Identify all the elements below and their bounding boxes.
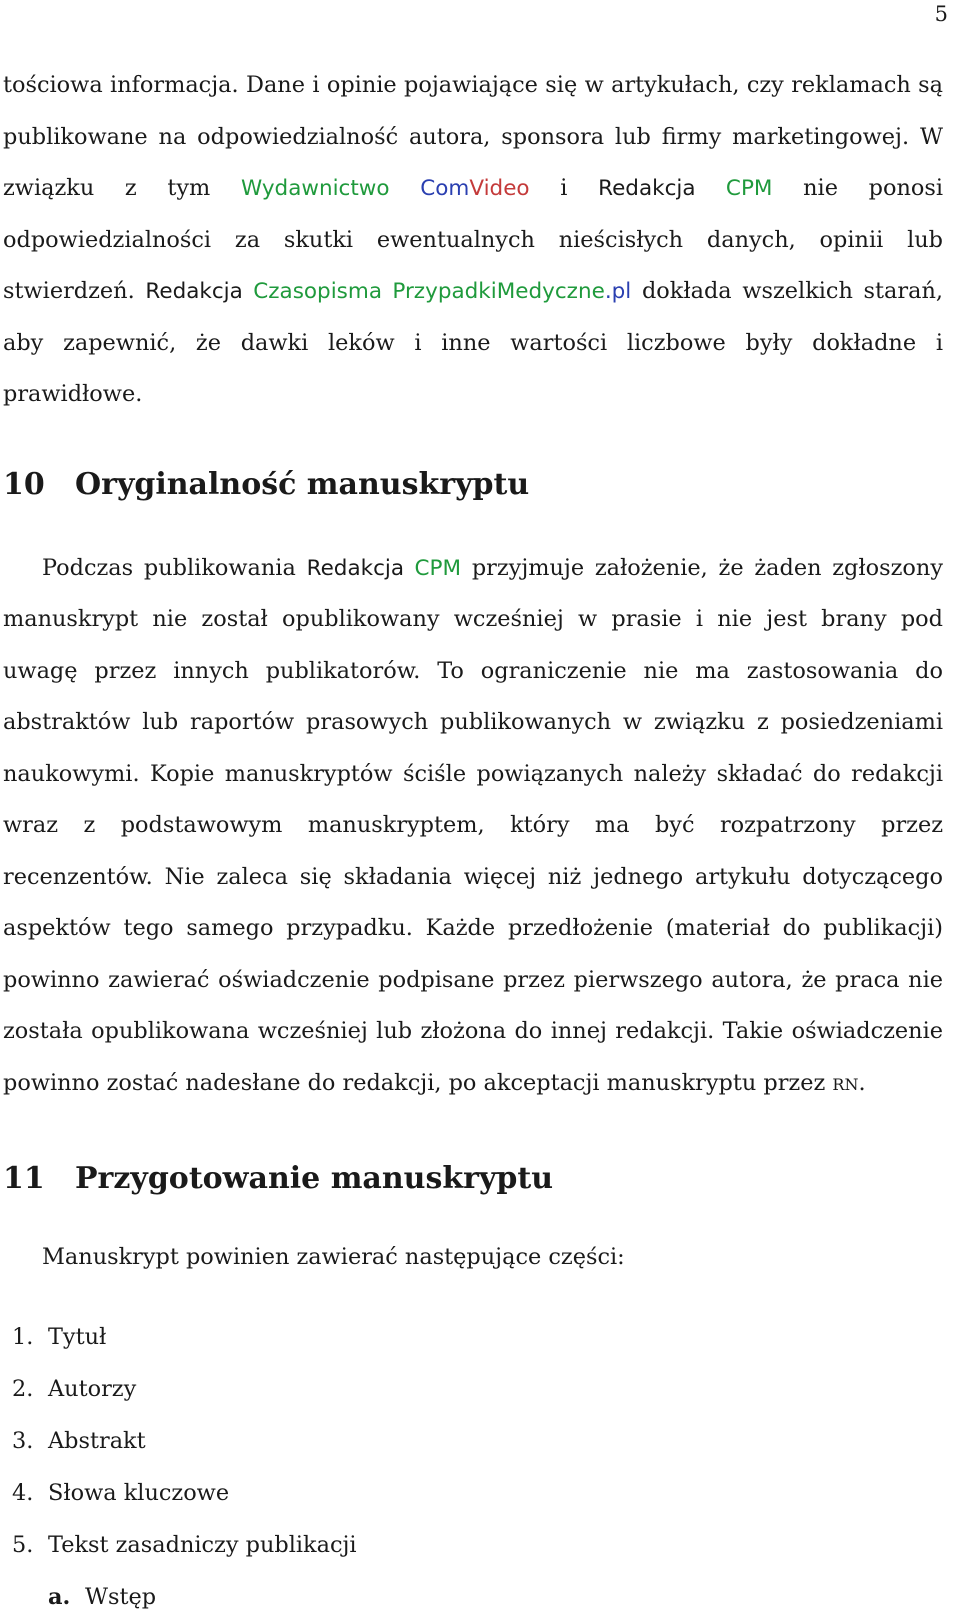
list-item	[3, 1311, 943, 1363]
list-item-text: Tekst zasadniczy publikacji	[48, 1531, 357, 1558]
brand-com: Com	[420, 176, 470, 201]
text-run: i	[529, 175, 599, 201]
list-marker: 2.	[12, 1375, 34, 1402]
paragraph-originality	[3, 543, 943, 1110]
list-item-text: Wstęp	[85, 1583, 157, 1610]
text-run: nie ponosi odpowiedzialności za skutki ewentualnych nieścisłych danych, opinii lub stwierdzeń.	[3, 175, 943, 304]
list-item	[3, 1467, 943, 1519]
list-marker: 5.	[12, 1531, 34, 1558]
section-number: 11	[3, 1161, 45, 1196]
list-marker: a.	[48, 1583, 71, 1610]
list-item	[3, 1519, 943, 1571]
brand-cpm: CPM	[404, 555, 462, 581]
brand-cpm: CPM	[695, 176, 773, 201]
list-marker: 3.	[12, 1427, 34, 1454]
section-title: Oryginalność manuskryptu	[75, 466, 530, 502]
list-item	[3, 1415, 943, 1467]
parts-list	[3, 1311, 943, 1623]
document-body	[3, 60, 943, 1623]
list-item-text: Autorzy	[48, 1375, 137, 1402]
list-marker: 1.	[12, 1323, 34, 1350]
list-item	[3, 1363, 943, 1415]
list-subitem	[3, 1571, 943, 1623]
list-item-text: Słowa kluczowe	[48, 1479, 230, 1506]
text-run: .	[858, 1069, 866, 1096]
brand-wydawnictwo: Wydawnictwo	[240, 176, 390, 201]
brand-redakcja: Redakcja	[598, 176, 696, 201]
section-number: 10	[3, 466, 45, 502]
text-run: Podczas publikowania	[42, 554, 307, 581]
list-marker: 4.	[12, 1479, 34, 1506]
page-number: 5	[934, 2, 948, 26]
brand-redakcja: Redakcja	[306, 555, 405, 581]
brand-redakcja: Redakcja	[145, 279, 243, 304]
text-run: dokłada wszelkich starań, aby zapewnić, że dawki leków i inne wartości liczbowe były dokładne i prawidłowe.	[3, 278, 943, 407]
section-heading-11	[3, 1161, 943, 1196]
abbr-rn: rn	[832, 1069, 859, 1096]
paragraph-parts-intro: Manuskrypt powinien zawierać następujące części:	[42, 1244, 625, 1270]
section-heading-10	[3, 467, 943, 502]
text-run: tościowa informacja. Dane i opinie pojawiające się w artykułach, czy reklamach są publikowane na odpowiedzialność autora, sponsora lub firmy marketingowej. W związku z tym	[3, 72, 943, 201]
paragraph-disclaimer	[3, 60, 943, 421]
brand-pl: .pl	[604, 279, 632, 304]
list-item-text: Tytuł	[48, 1323, 107, 1350]
list-item-text: Abstrakt	[48, 1427, 146, 1454]
text-run: przyjmuje założenie, że żaden zgłoszony manuskrypt nie został opublikowany wcześniej w prasie i nie jest brany pod uwagę przez innych publikatorów. To ograniczenie nie ma zastosowania do abstraktów lub raportów prasowych publikowanych w związku z posiedzeniami naukowymi. Kopie manuskryptów ściśle powiązanych należy składać do redakcji wraz z podstawowym manuskryptem, który ma być rozpatrzony przez recenzentów. Nie zaleca się składania więcej niż jednego artykułu dotyczącego aspektów tego samego przypadku. Każde przedłożenie (materiał do publikacji) powinno zawierać oświadczenie podpisane przez pierwszego autora, że praca nie została opublikowana wcześniej lub złożona do innej redakcji. Takie oświadczenie powinno zostać nadesłane do redakcji, po akceptacji manuskryptu przez	[3, 554, 943, 1096]
brand-czasopisma: Czasopisma PrzypadkiMedyczne	[242, 279, 605, 304]
section-title: Przygotowanie manuskryptu	[75, 1161, 554, 1196]
brand-video: Video	[469, 176, 530, 201]
